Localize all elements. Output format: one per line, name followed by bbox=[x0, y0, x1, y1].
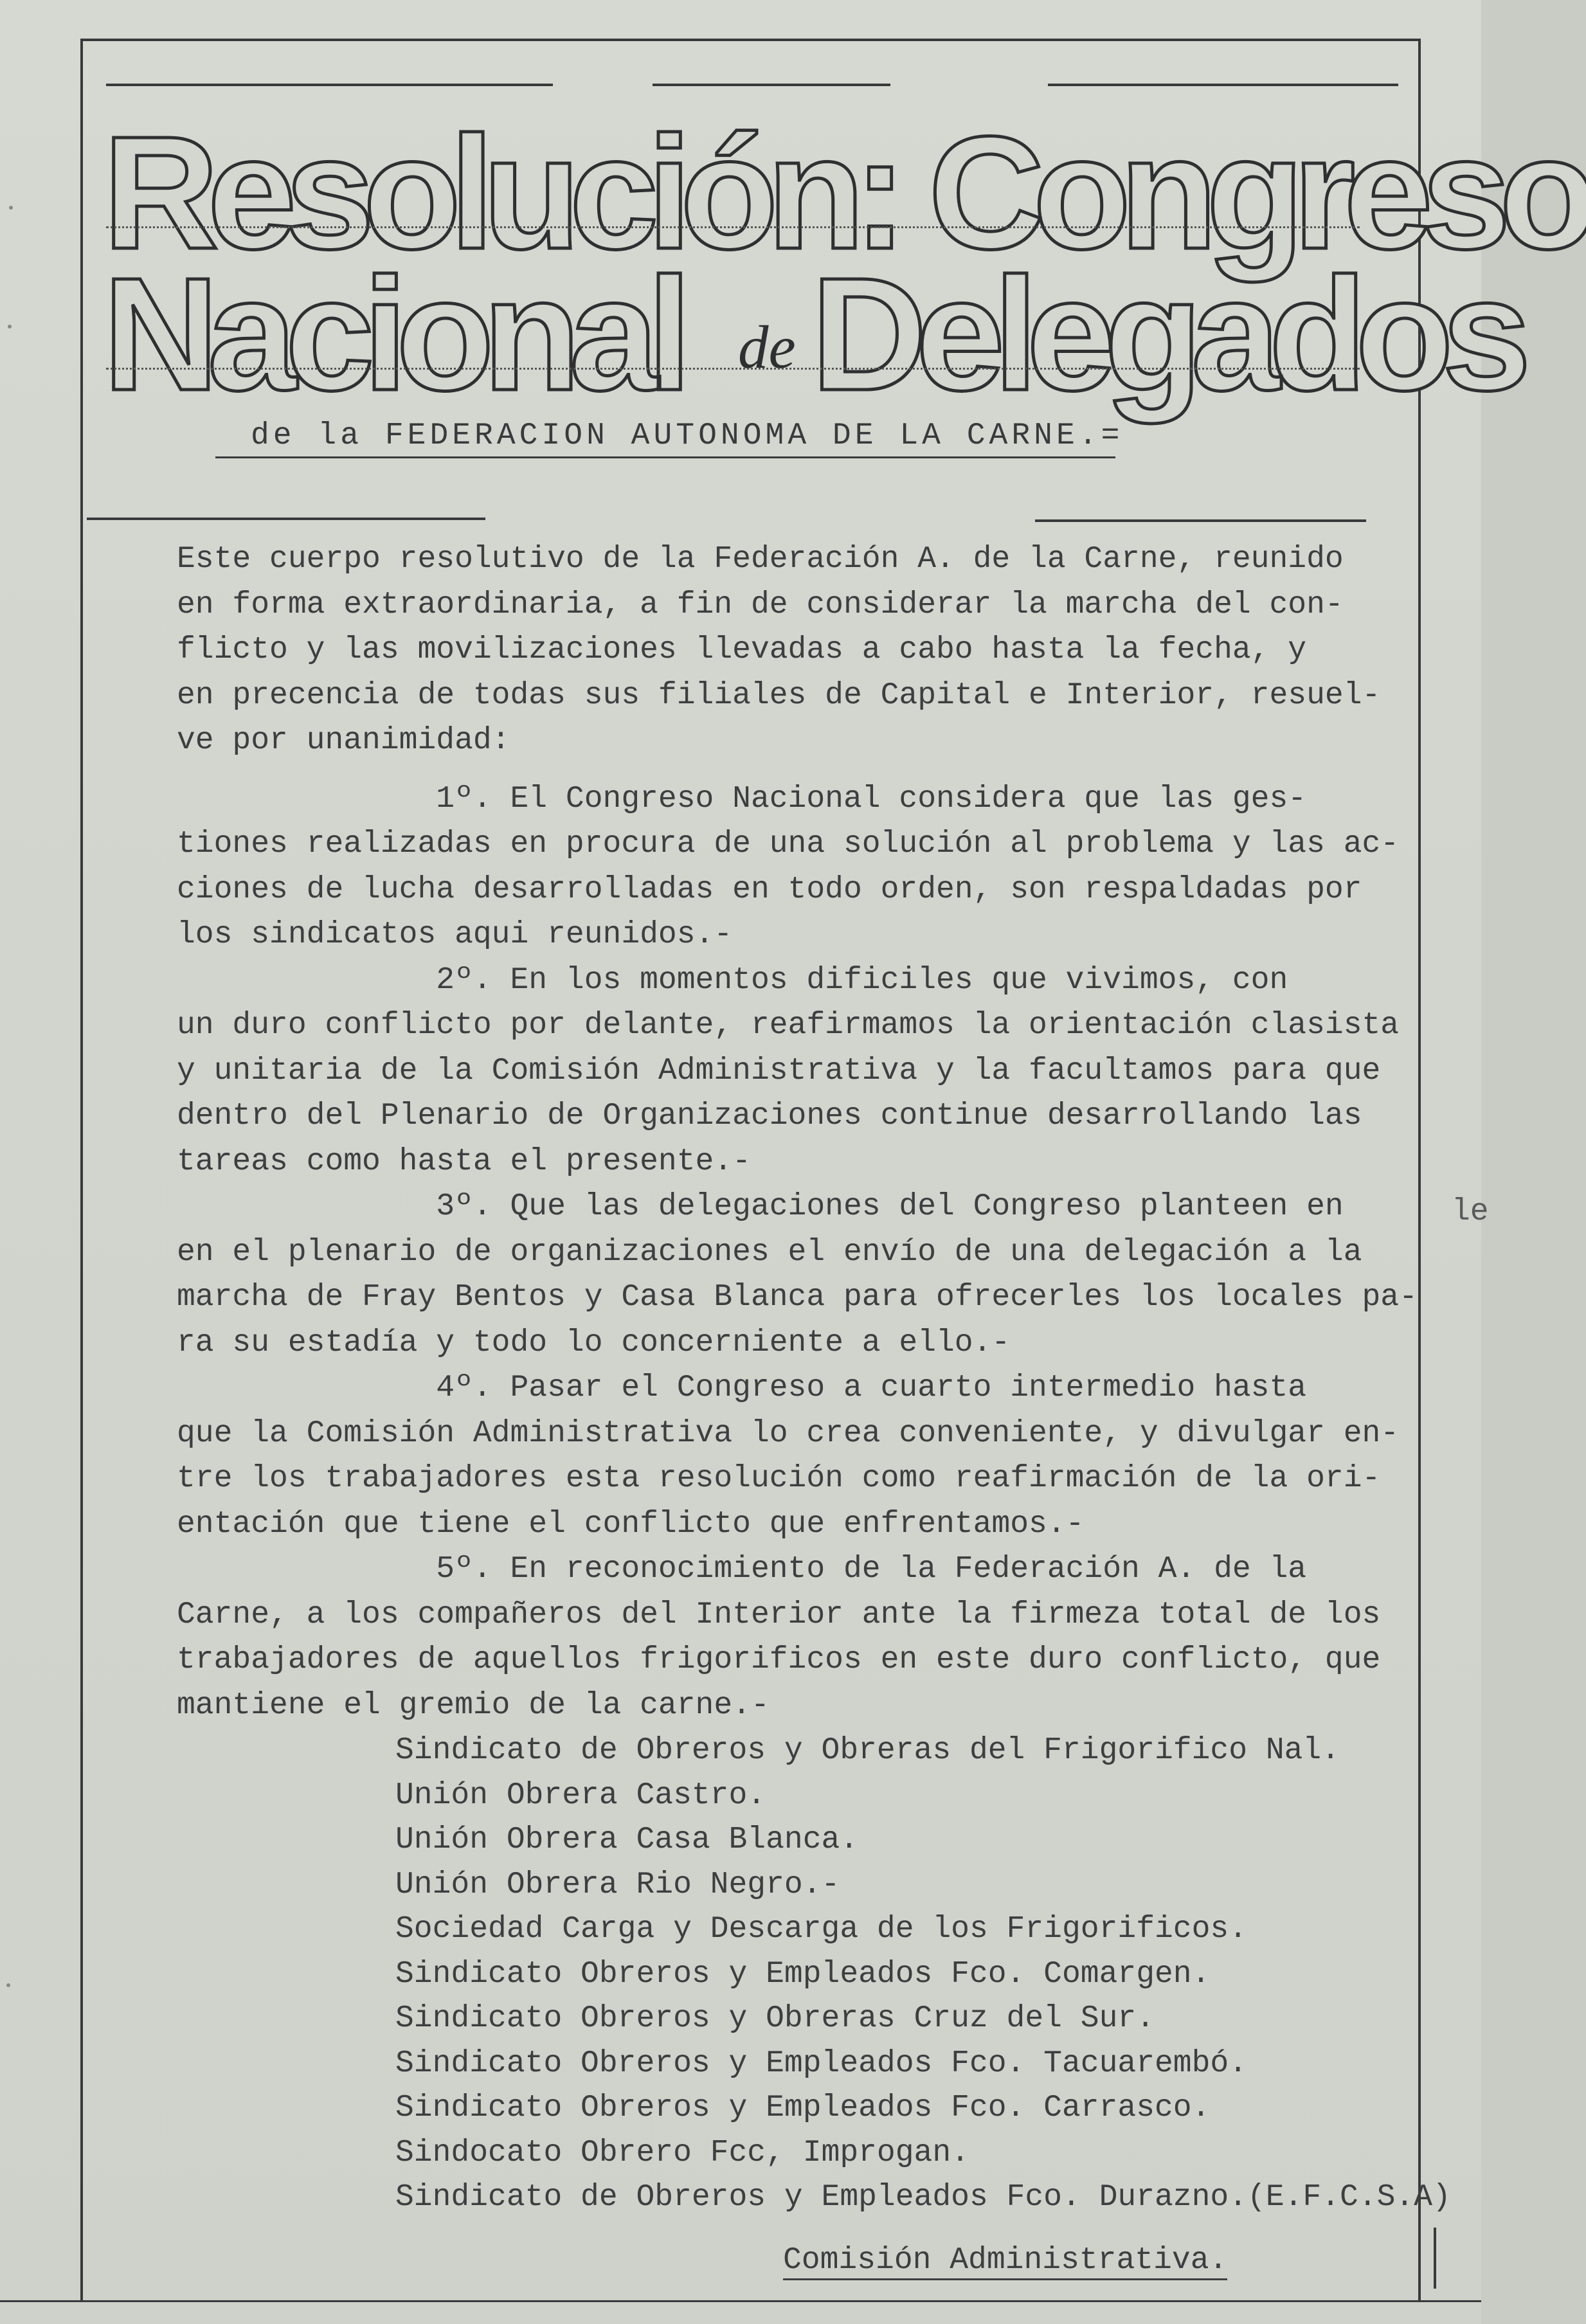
border-bottom bbox=[0, 2300, 1481, 2302]
resolution-point-line: tre los trabajadores esta resolución como reafirmación de la ori- bbox=[177, 1461, 1381, 1496]
resolution-point-line: tareas como hasta el presente.- bbox=[177, 1144, 751, 1179]
border-top bbox=[80, 39, 1421, 41]
resolution-point-line: 1º. El Congreso Nacional considera que las ges- bbox=[177, 781, 1307, 816]
union-list-item: Sindicato Obreros y Empleados Fco. Tacuarembó. bbox=[395, 2046, 1248, 2081]
union-list-item: Unión Obrera Rio Negro.- bbox=[395, 1867, 840, 1902]
union-list-item: Sindocato Obrero Fcc, Improgan. bbox=[395, 2135, 969, 2170]
intro-line: Este cuerpo resolutivo de la Federación A. de la Carne, reunido bbox=[177, 542, 1344, 577]
margin-mark bbox=[9, 206, 13, 210]
title-connector: de bbox=[738, 312, 796, 381]
title-rule-center bbox=[653, 84, 890, 86]
resolution-point-line: tiones realizadas en procura de una solución al problema y las ac- bbox=[177, 827, 1400, 861]
margin-mark bbox=[8, 325, 12, 329]
border-left bbox=[80, 39, 83, 2301]
union-list-item: Sindicato Obreros y Empleados Fco. Comargen. bbox=[395, 1956, 1211, 1992]
resolution-point-line: dentro del Plenario de Organizaciones continue desarrollando las bbox=[177, 1099, 1362, 1133]
margin-mark bbox=[6, 1983, 10, 1987]
subtitle: de la FEDERACION AUTONOMA DE LA CARNE.= bbox=[251, 419, 1124, 453]
resolution-point-line: 3º. Que las delegaciones del Congreso planteen en bbox=[177, 1189, 1344, 1224]
title-word-delegados: Delegados bbox=[811, 244, 1520, 424]
title-baseline-2 bbox=[106, 368, 1360, 370]
signature-stroke bbox=[1434, 2228, 1436, 2289]
resolution-point-line: en el plenario de organizaciones el envío de una delegación a la bbox=[177, 1234, 1362, 1270]
intro-line: en forma extraordinaria, a fin de considerar la marcha del con- bbox=[177, 587, 1344, 622]
union-list-item: Unión Obrera Casa Blanca. bbox=[395, 1823, 859, 1857]
signature: Comisión Administrativa. bbox=[783, 2242, 1227, 2280]
title-word-nacional: Nacional bbox=[103, 244, 680, 424]
title-line-1: Resolución: Congreso bbox=[103, 103, 1586, 282]
resolution-point-line: 5º. En reconocimiento de la Federación A. de la bbox=[177, 1552, 1307, 1587]
union-list-item: Sindicato de Obreros y Empleados Fco. Durazno.(E.F.C.S.A) bbox=[395, 2180, 1451, 2215]
title-baseline-1 bbox=[106, 226, 1360, 228]
intro-line: ve por unanimidad: bbox=[177, 723, 510, 758]
resolution-point-line: marcha de Fray Bentos y Casa Blanca para ofrecerles los locales pa- bbox=[177, 1280, 1418, 1315]
section-rule-left bbox=[87, 518, 485, 520]
union-list-item: Sindicato Obreros y Obreras Cruz del Sur. bbox=[395, 2001, 1155, 2036]
union-list-item: Sindicato de Obreros y Obreras del Frigorifico Nal. bbox=[395, 1733, 1340, 1768]
resolution-point-line: Carne, a los compañeros del Interior ante la firmeza total de los bbox=[177, 1597, 1381, 1632]
edge-fragment: le bbox=[1452, 1194, 1489, 1229]
subtitle-underline bbox=[215, 456, 1115, 458]
resolution-point-line: que la Comisión Administrativa lo crea conveniente, y divulgar en- bbox=[177, 1416, 1400, 1451]
resolution-point-line: entación que tiene el conflicto que enfrentamos.- bbox=[177, 1506, 1085, 1542]
union-list-item: Sociedad Carga y Descarga de los Frigorificos. bbox=[395, 1912, 1248, 1947]
resolution-point-line: mantiene el gremio de la carne.- bbox=[177, 1688, 770, 1723]
title-line-2 bbox=[103, 244, 1520, 428]
title-rule-right bbox=[1048, 84, 1398, 86]
resolution-point-line: y unitaria de la Comisión Administrativa y la facultamos para que bbox=[177, 1053, 1381, 1088]
resolution-point-line: ra su estadía y todo lo concerniente a ello.- bbox=[177, 1325, 1011, 1360]
union-list-item: Sindicato Obreros y Empleados Fco. Carrasco. bbox=[395, 2091, 1211, 2125]
intro-line: flicto y las movilizaciones llevadas a cabo hasta la fecha, y bbox=[177, 633, 1307, 667]
resolution-point-line: 4º. Pasar el Congreso a cuarto intermedio hasta bbox=[177, 1371, 1307, 1405]
union-list-item: Unión Obrera Castro. bbox=[395, 1778, 766, 1813]
resolution-point-line: 2º. En los momentos dificiles que vivimos, con bbox=[177, 962, 1288, 998]
title-rule-left bbox=[106, 84, 553, 86]
intro-line: en precencia de todas sus filiales de Capital e Interior, resuel- bbox=[177, 678, 1381, 713]
resolution-point-line: los sindicatos aqui reunidos.- bbox=[177, 917, 733, 952]
resolution-point-line: ciones de lucha desarrolladas en todo orden, son respaldadas por bbox=[177, 872, 1362, 907]
resolution-point-line: un duro conflicto por delante, reafirmamos la orientación clasista bbox=[177, 1008, 1400, 1043]
resolution-point-line: trabajadores de aquellos frigorificos en este duro conflicto, que bbox=[177, 1643, 1381, 1677]
section-rule-right bbox=[1035, 519, 1366, 522]
